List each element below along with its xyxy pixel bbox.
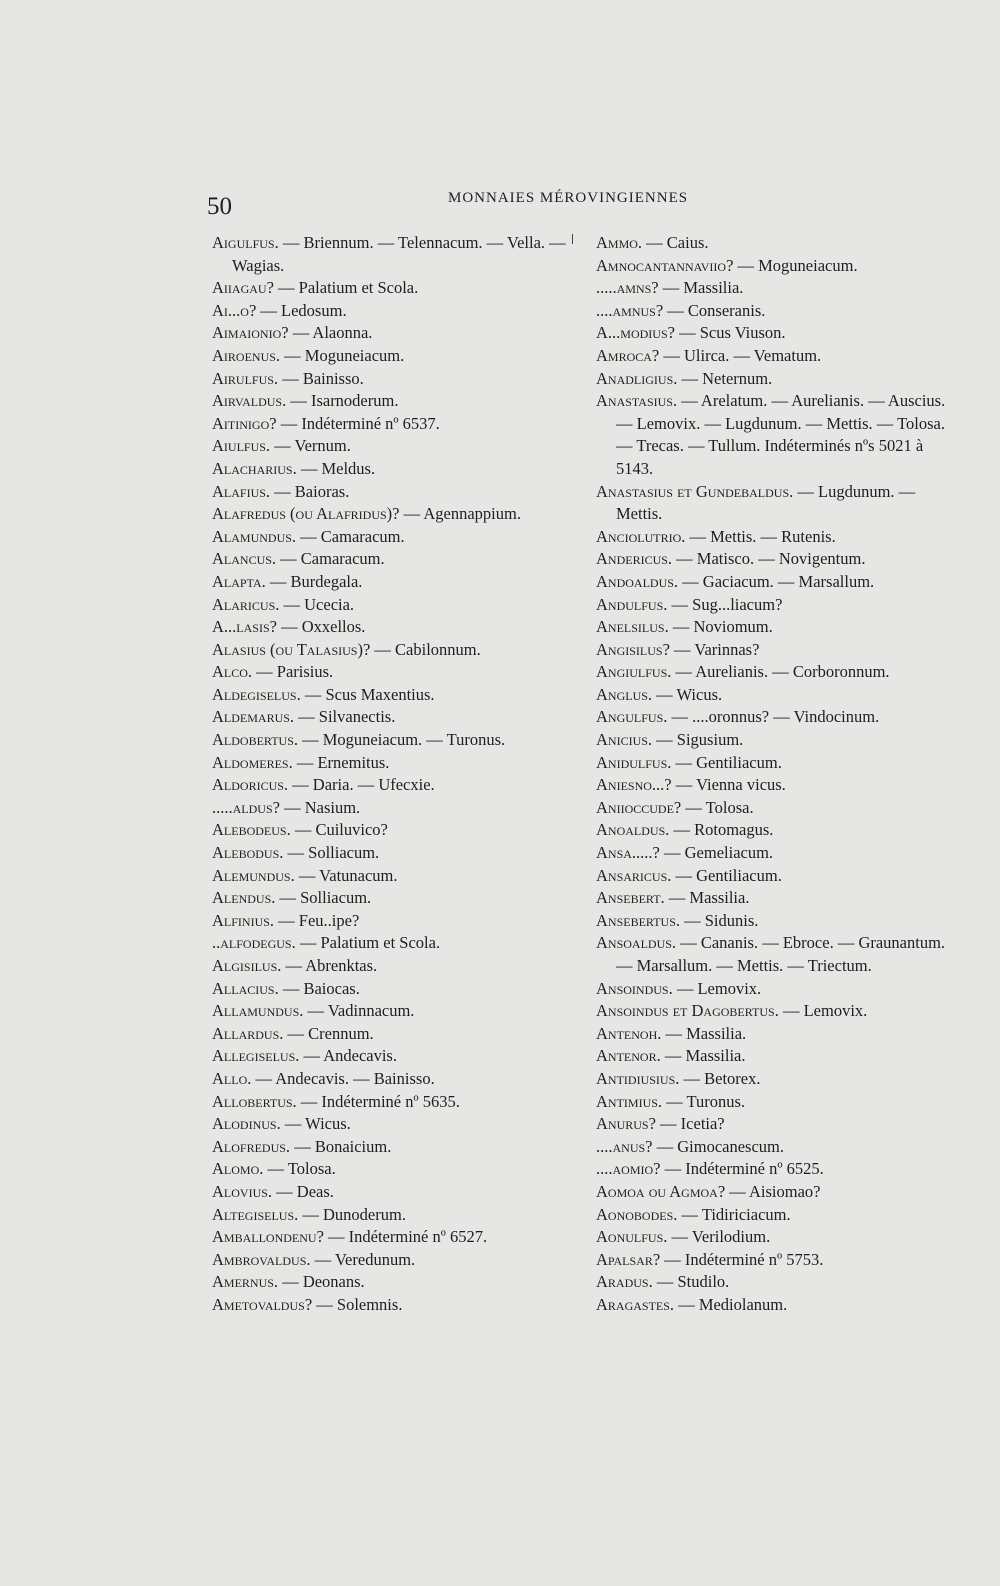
entry-name: Andoaldus. [596, 571, 679, 591]
entry-mints: — Andecavis. [299, 1046, 397, 1066]
entry-name: Ametovaldus? [212, 1294, 313, 1314]
entry-mints: — Gaciacum. — Marsallum. [678, 571, 875, 591]
entry-name: Alomo. [212, 1159, 264, 1179]
entry-name: ....aomio? [596, 1159, 661, 1179]
entry-name: .....amns? [596, 278, 659, 298]
entry-mints: — Tolosa. [681, 797, 754, 817]
entry-mints: — Bonaicium. [290, 1136, 392, 1156]
entry-mints: — Nasium. [279, 797, 361, 817]
index-entry [596, 1091, 946, 1114]
left-column [212, 232, 567, 1317]
entry-name: A...modius? [596, 323, 675, 343]
index-entry [596, 842, 946, 865]
entry-mints: — Isarnoderum. [286, 391, 399, 411]
entry-name: Angulfus. [596, 707, 668, 727]
entry-name: Aigulfus. [212, 233, 279, 252]
entry-mints: — Indéterminé nº 6525. [660, 1159, 824, 1179]
entry-mints: — Massilia. [658, 278, 744, 298]
index-entry [596, 616, 946, 639]
entry-name: ....amnus? [596, 300, 664, 320]
entry-name: Aonobodes. [596, 1204, 678, 1224]
entry-name: Alemundus. [212, 865, 295, 885]
entry-name: Alamundus. [212, 526, 297, 546]
index-entry [212, 368, 567, 391]
entry-mints: — Deas. [272, 1181, 334, 1201]
entry-mints: — Moguneiacum. [280, 345, 405, 365]
entry-name: Alodinus. [212, 1114, 281, 1134]
index-entry [212, 1091, 567, 1114]
index-entry [596, 571, 946, 594]
entry-name: Alovius. [212, 1181, 273, 1201]
entry-mints: — Oxxellos. [276, 617, 366, 637]
index-entry [596, 1271, 946, 1294]
entry-mints: — Vernum. [270, 436, 351, 456]
index-entry [212, 503, 567, 526]
entry-name: Ansoaldus. [596, 933, 677, 953]
entry-name: Allo. [212, 1068, 252, 1088]
entry-mints: — Lemovix. [672, 978, 762, 998]
index-entry [596, 819, 946, 842]
entry-mints: — Veredunum. [310, 1249, 416, 1269]
entry-mints: — Massilia. [661, 1023, 747, 1043]
index-entry [596, 639, 946, 662]
index-entry [596, 277, 946, 300]
entry-mints: — Scus Maxentius. [300, 684, 435, 704]
index-entry [596, 932, 946, 977]
right-column [596, 232, 946, 1317]
entry-name: Alancus. [212, 549, 277, 569]
entry-mints: — Abrenktas. [281, 956, 378, 975]
entry-mints: — Crennum. [283, 1023, 374, 1043]
entry-mints: — Solliacum. [283, 843, 380, 863]
entry-name: Aradus. [596, 1272, 653, 1292]
entry-name: Aniioccude? [596, 797, 682, 817]
index-entry [596, 322, 946, 345]
entry-name: Ansebert. [596, 888, 665, 908]
entry-mints: — Feu..ipe? [274, 910, 360, 930]
entry-mints: — Vienna vicus. [671, 775, 786, 795]
index-entry [212, 887, 567, 910]
index-entry [212, 594, 567, 617]
entry-mints: — Deonans. [278, 1272, 365, 1292]
index-entry [212, 955, 567, 978]
entry-mints: — Vadinnacum. [303, 1001, 415, 1021]
index-entry [212, 932, 567, 955]
entry-mints: — Bainisso. [278, 368, 364, 388]
index-entry [212, 819, 567, 842]
entry-name: Apalsar? [596, 1249, 661, 1269]
index-entry [212, 797, 567, 820]
entry-name: Airulfus. [212, 368, 279, 388]
entry-mints: — Neternum. [677, 368, 773, 388]
entry-name: Antenoh. [596, 1023, 662, 1043]
page-number: 50 [207, 193, 232, 220]
index-entry [596, 1113, 946, 1136]
entry-mints: — Rotomagus. [669, 820, 774, 840]
entry-mints: — Alaonna. [288, 323, 373, 343]
index-entry [212, 752, 567, 775]
index-entry [212, 865, 567, 888]
entry-name: Aomoa ou Agmoa? [596, 1181, 726, 1201]
entry-mints: — Sigusium. [652, 730, 744, 750]
entry-mints: — Tidiriciacum. [677, 1204, 791, 1224]
entry-name: Anoaldus. [596, 820, 670, 840]
entry-name: Airoenus. [212, 345, 281, 365]
index-entry [212, 639, 567, 662]
entry-mints: — Moguneiacum. — Turonus. [298, 730, 506, 750]
index-entry [212, 1226, 567, 1249]
index-entry [596, 729, 946, 752]
index-entry [596, 684, 946, 707]
entry-name: Alebodus. [212, 843, 284, 863]
entry-name: Anglus. [596, 684, 653, 704]
entry-name: Ansa.....? [596, 843, 660, 863]
entry-name: Anciolutrio. [596, 526, 686, 546]
entry-mints: — Scus Viuson. [674, 323, 786, 343]
entry-mints: — Wicus. [280, 1114, 351, 1134]
entry-name: Ammo. [596, 233, 643, 252]
entry-name: Aitinigo? [212, 413, 277, 433]
entry-mints: — Camaracum. [296, 526, 405, 546]
entry-name: Alacharius. [212, 458, 297, 478]
entry-name: ....anus? [596, 1136, 653, 1156]
entry-name: Alofredus. [212, 1136, 291, 1156]
entry-name: Aragastes. [596, 1294, 675, 1314]
entry-mints: — Burdegala. [265, 571, 363, 591]
entry-name: Algisilus. [212, 956, 282, 975]
entry-mints: — Cabilonnum. [370, 639, 481, 659]
index-entry [596, 345, 946, 368]
entry-mints: — Andecavis. — Bainisso. [251, 1068, 435, 1088]
index-entry [596, 594, 946, 617]
entry-mints: — Moguneiacum. [733, 255, 858, 275]
entry-name: Ansaricus. [596, 865, 672, 885]
entry-name: Allobertus. [212, 1091, 297, 1111]
entry-mints: — Sidunis. [680, 910, 759, 930]
entry-mints: — Cananis. — Ebroce. — Graunantum. — Marsallum. — Mettis. — Triectum. [616, 933, 946, 975]
index-entry [212, 1023, 567, 1046]
entry-name: Aiulfus. [212, 436, 271, 456]
entry-mints: — Tolosa. [263, 1159, 336, 1179]
entry-name: Alasius (ou Talasius)? [212, 639, 371, 659]
entry-name: Aldegiselus. [212, 684, 301, 704]
index-entry [212, 277, 567, 300]
entry-mints: — Agennappium. [399, 504, 521, 524]
entry-mints: — Arelatum. — Aurelianis. — Auscius. — Lemovix. — Lugdunum. — Mettis. — Tolosa. — Trecas. — Tullum. Indéterminés nºs 5021 à 5143. [616, 391, 946, 478]
entry-name: Amroca? [596, 345, 660, 365]
index-entry [596, 1249, 946, 1272]
entry-mints: — Massilia. [660, 1046, 746, 1066]
index-entry [212, 390, 567, 413]
index-entry [212, 910, 567, 933]
index-entry [212, 526, 567, 549]
index-entry [596, 865, 946, 888]
entry-name: Alafius. [212, 481, 271, 501]
entry-mints: — Ledosum. [256, 300, 347, 320]
entry-mints: — Sug...liacum? [667, 594, 783, 614]
entry-mints: — Palatium et Scola. [273, 278, 419, 298]
index-entry [596, 255, 946, 278]
entry-mints: — Massilia. [664, 888, 750, 908]
entry-mints: — Palatium et Scola. [295, 933, 441, 953]
index-entry [212, 1068, 567, 1091]
index-entry [212, 1249, 567, 1272]
entry-mints: — Gentiliacum. [671, 752, 782, 772]
entry-name: Alaricus. [212, 594, 280, 614]
entry-mints: — Matisco. — Novigentum. [672, 549, 866, 569]
index-entry [596, 1136, 946, 1159]
entry-mints: — Gimocanescum. [652, 1136, 785, 1156]
index-entry [212, 322, 567, 345]
entry-mints: — Camaracum. [276, 549, 385, 569]
index-entry [596, 1158, 946, 1181]
index-entry [596, 706, 946, 729]
entry-mints: — Indéterminé nº 5635. [296, 1091, 460, 1111]
index-entry [212, 1045, 567, 1068]
entry-mints: — Betorex. [679, 1068, 761, 1088]
entry-name: Alfinius. [212, 910, 275, 930]
entry-mints: — Parisius. [252, 662, 334, 682]
entry-mints: — Mettis. — Rutenis. [685, 526, 836, 546]
entry-name: Anidulfus. [596, 752, 672, 772]
index-entry [596, 1226, 946, 1249]
entry-mints: — Daria. — Ufecxie. [288, 775, 435, 795]
entry-name: Alco. [212, 662, 253, 682]
entry-name: Ansoindus et Dagobertus. [596, 1001, 779, 1021]
entry-name: Airvaldus. [212, 391, 287, 411]
entry-mints: — Gentiliacum. [671, 865, 782, 885]
entry-name: Andericus. [596, 549, 673, 569]
entry-mints: — Dunoderum. [298, 1204, 406, 1224]
entry-name: Ambrovaldus. [212, 1249, 311, 1269]
index-entry [212, 616, 567, 639]
entry-name: Angiulfus. [596, 662, 672, 682]
entry-mints: — Baioras. [270, 481, 350, 501]
entry-name: Amballondenu? [212, 1227, 324, 1247]
index-entry [212, 345, 567, 368]
index-entry [212, 774, 567, 797]
entry-mints: — Turonus. [662, 1091, 746, 1111]
index-entry [596, 774, 946, 797]
index-entry [596, 1045, 946, 1068]
entry-mints: — Lemovix. [778, 1001, 868, 1021]
entry-mints: — Indéterminé nº 6537. [276, 413, 440, 433]
entry-mints: — Varinnas? [669, 639, 760, 659]
entry-mints: — Silvanectis. [294, 707, 396, 727]
entry-mints: — Noviomum. [668, 617, 773, 637]
entry-name: Aldoricus. [212, 775, 289, 795]
entry-name: Anastasius. [596, 391, 678, 411]
entry-name: Antimius. [596, 1091, 663, 1111]
entry-mints: — Ucecia. [279, 594, 355, 614]
entry-name: Aonulfus. [596, 1227, 668, 1247]
entry-name: Anadligius. [596, 368, 678, 388]
entry-name: Antidiusius. [596, 1068, 680, 1088]
index-entry [596, 390, 946, 480]
column-divider [572, 234, 573, 244]
index-entry [596, 1000, 946, 1023]
index-entry [212, 548, 567, 571]
index-entry [212, 1294, 567, 1317]
entry-mints: — Wicus. [652, 684, 723, 704]
entry-name: Altegiselus. [212, 1204, 299, 1224]
index-entry [596, 1023, 946, 1046]
entry-mints: — Ulirca. — Vematum. [659, 345, 822, 365]
entry-mints: — Ernemitus. [292, 752, 390, 772]
index-entry [212, 1181, 567, 1204]
entry-mints: — Aurelianis. — Corboronnum. [671, 662, 890, 682]
entry-name: Aimaionio? [212, 323, 289, 343]
index-entry [212, 729, 567, 752]
entry-mints: — Mediolanum. [674, 1294, 788, 1314]
index-entry [212, 413, 567, 436]
entry-name: Amnocantannaviio? [596, 255, 734, 275]
entry-mints: — Conseranis. [663, 300, 766, 320]
entry-name: Ansoindus. [596, 978, 673, 998]
index-entry [596, 661, 946, 684]
index-entry [212, 300, 567, 323]
entry-name: Ai...o? [212, 300, 257, 320]
entry-name: Anastasius et Gundebaldus. [596, 481, 794, 501]
entry-mints: — Solliacum. [275, 888, 372, 908]
entry-mints: — ....oronnus? — Vindocinum. [667, 707, 880, 727]
index-entry [212, 978, 567, 1001]
entry-name: Alebodeus. [212, 820, 291, 840]
index-entry [212, 1158, 567, 1181]
entry-mints: — Studilo. [652, 1272, 730, 1292]
index-entry [212, 571, 567, 594]
entry-mints: — Cuiluvico? [290, 820, 388, 840]
index-entry [212, 706, 567, 729]
index-entry [212, 1000, 567, 1023]
entry-mints: — Indéterminé nº 5753. [660, 1249, 824, 1269]
entry-mints: — Caius. [642, 233, 709, 252]
entry-mints: — Icetia? [655, 1114, 725, 1134]
index-entry [212, 842, 567, 865]
entry-name: Aniesno...? [596, 775, 672, 795]
entry-mints: — Gemeliacum. [659, 843, 774, 863]
entry-mints: — Briennum. — Telennacum. — Vella. — Wagias. [232, 233, 566, 275]
entry-name: Allamundus. [212, 1001, 304, 1021]
entry-name: Anicius. [596, 730, 653, 750]
entry-name: Allardus. [212, 1023, 284, 1043]
entry-mints: — Vatunacum. [294, 865, 398, 885]
entry-name: Allacius. [212, 978, 279, 998]
entry-name: A...lasis? [212, 617, 277, 637]
index-entry [212, 435, 567, 458]
index-entry [596, 232, 946, 255]
index-entry [596, 978, 946, 1001]
index-entry [596, 887, 946, 910]
entry-name: Ansebertus. [596, 910, 680, 930]
index-entry [596, 797, 946, 820]
entry-name: Alapta. [212, 571, 266, 591]
running-head: MONNAIES MÉROVINGIENNES [448, 190, 689, 206]
index-entry [596, 300, 946, 323]
index-entry [596, 1294, 946, 1317]
entry-name: Aiiagau? [212, 278, 274, 298]
index-entry [212, 458, 567, 481]
index-entry [212, 661, 567, 684]
index-entry [596, 1068, 946, 1091]
index-entry [596, 548, 946, 571]
entry-name: Anelsilus. [596, 617, 669, 637]
entry-mints: — Solemnis. [312, 1294, 403, 1314]
index-entry [212, 1113, 567, 1136]
entry-mints: — Indéterminé nº 6527. [323, 1227, 488, 1247]
entry-name: ..alfodegus. [212, 933, 296, 953]
index-entry [212, 232, 567, 277]
entry-name: Alendus. [212, 888, 276, 908]
entry-mints: — Lugdunum. — Mettis. [616, 481, 916, 524]
index-entry [212, 1136, 567, 1159]
entry-name: Andulfus. [596, 594, 668, 614]
index-entry [596, 526, 946, 549]
entry-mints: — Baiocas. [278, 978, 360, 998]
index-entry [596, 481, 946, 526]
index-entry [212, 1204, 567, 1227]
index-entry [212, 684, 567, 707]
entry-name: Antenor. [596, 1046, 661, 1066]
entry-name: Angisilus? [596, 639, 670, 659]
entry-name: Aldobertus. [212, 730, 298, 750]
entry-name: Aldomeres. [212, 752, 293, 772]
entry-mints: — Meldus. [296, 458, 376, 478]
entry-name: Alafredus (ou Alafridus)? [212, 504, 400, 524]
index-entry [596, 752, 946, 775]
entry-name: Amernus. [212, 1272, 279, 1292]
index-entry [596, 910, 946, 933]
entry-name: Anurus? [596, 1114, 656, 1134]
index-entry [596, 368, 946, 391]
entry-name: Allegiselus. [212, 1046, 300, 1066]
index-entry [212, 481, 567, 504]
entry-mints: — Verilodium. [667, 1227, 771, 1247]
entry-mints: — Aisiomao? [725, 1181, 821, 1201]
index-entry [596, 1181, 946, 1204]
entry-name: .....aldus? [212, 797, 280, 817]
index-entry [596, 1204, 946, 1227]
index-entry [212, 1271, 567, 1294]
entry-name: Aldemarus. [212, 707, 295, 727]
